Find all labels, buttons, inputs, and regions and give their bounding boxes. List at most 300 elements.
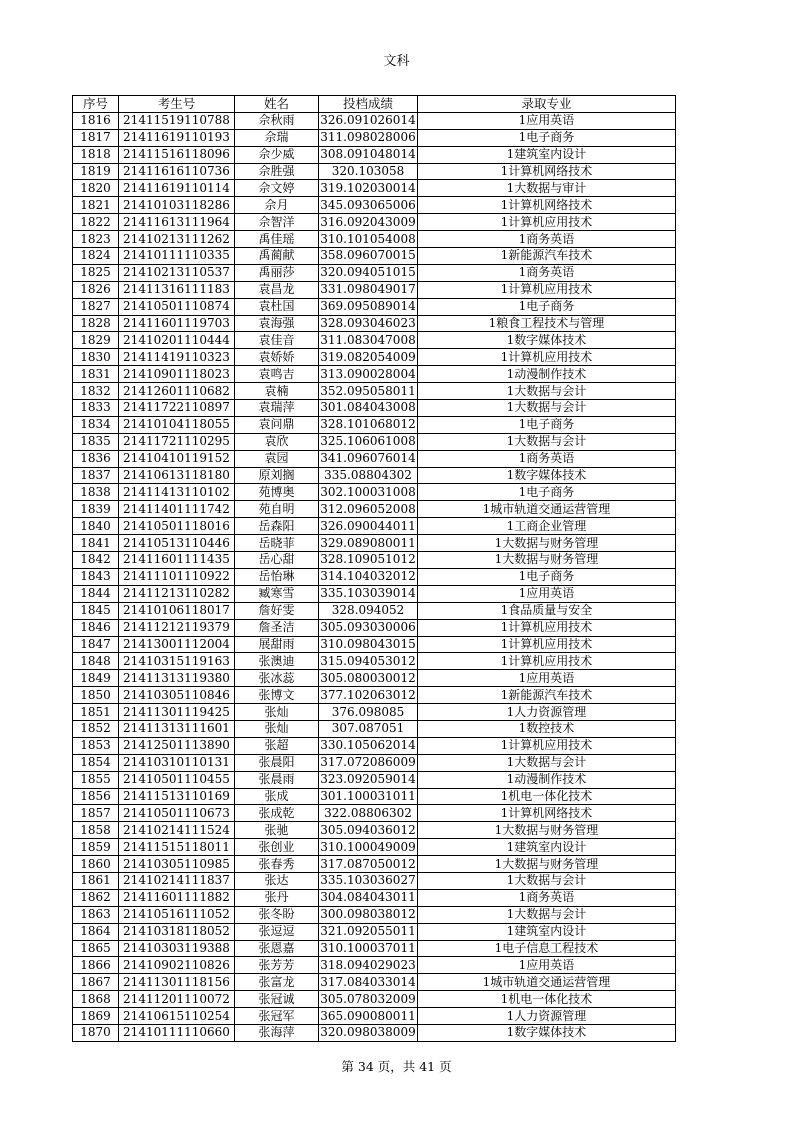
cell-seq: 1833 <box>73 400 119 417</box>
cell-major: 1数字媒体技术 <box>418 1024 676 1041</box>
table-body <box>73 112 676 1041</box>
cell-score: 328.109051012 <box>320 552 416 567</box>
cell-major: 1食品质量与安全 <box>418 602 676 619</box>
cell-major: 1大数据与会计 <box>418 754 676 771</box>
cell-major: 1工商企业管理 <box>418 518 676 535</box>
cell-seq: 1839 <box>73 501 119 518</box>
cell-name: 张成乾 <box>235 805 319 822</box>
table-row <box>73 366 676 383</box>
cell-exam-id: 21411313119380 <box>119 670 235 687</box>
cell-exam-id: 21410106118017 <box>119 602 235 619</box>
cell-exam-id: 21411101110922 <box>119 568 235 585</box>
cell-major: 1建筑室内设计 <box>418 923 676 940</box>
cell-major: 1计算机网络技术 <box>418 805 676 822</box>
cell-exam-id: 21411301118156 <box>119 974 235 991</box>
cell-exam-id: 21410902110826 <box>119 957 235 974</box>
cell-exam-id: 21412501113890 <box>119 737 235 754</box>
cell-major: 1数字媒体技术 <box>418 467 676 484</box>
table-row <box>73 636 676 653</box>
page-footer: 第 34 页，共 41 页 <box>341 1059 452 1074</box>
cell-exam-id: 21411419110323 <box>119 349 235 366</box>
table-row <box>73 1024 676 1041</box>
cell-exam-id: 21412601110682 <box>119 383 235 400</box>
cell-exam-id: 21410501110455 <box>119 771 235 788</box>
cell-exam-id: 21411519110788 <box>119 112 235 129</box>
cell-exam-id: 21411301119425 <box>119 704 235 721</box>
cell-exam-id: 21411613111964 <box>119 214 235 231</box>
cell-seq: 1820 <box>73 180 119 197</box>
table-row <box>73 467 676 484</box>
cell-name: 张恩嘉 <box>235 940 319 957</box>
cell-major: 1大数据与审计 <box>418 180 676 197</box>
cell-major: 1商务英语 <box>418 889 676 906</box>
cell-name: 张驰 <box>235 822 319 839</box>
cell-name: 佘瑞 <box>235 129 319 146</box>
cell-exam-id: 21410513110446 <box>119 535 235 552</box>
cell-seq: 1856 <box>73 788 119 805</box>
cell-name: 佘月 <box>235 197 319 214</box>
cell-seq: 1825 <box>73 264 119 281</box>
cell-score: 301.100031011 <box>320 788 416 803</box>
cell-score: 326.090044011 <box>320 518 416 533</box>
cell-score: 376.098085 <box>319 704 418 721</box>
cell-major: 1大数据与财务管理 <box>418 552 676 569</box>
cell-exam-id: 21410310110131 <box>119 754 235 771</box>
cell-name: 张晨雨 <box>235 771 319 788</box>
cell-seq: 1830 <box>73 349 119 366</box>
cell-name: 岳森阳 <box>235 518 319 535</box>
table-row <box>73 771 676 788</box>
cell-seq: 1842 <box>73 552 119 569</box>
cell-name: 张博文 <box>235 687 319 704</box>
cell-major: 1电子商务 <box>418 568 676 585</box>
header-major: 录取专业 <box>418 96 676 113</box>
cell-score: 331.098049017 <box>320 282 416 297</box>
cell-seq: 1858 <box>73 822 119 839</box>
table-row <box>73 416 676 433</box>
table-row <box>73 112 676 129</box>
cell-major: 1大数据与财务管理 <box>418 856 676 873</box>
cell-seq: 1817 <box>73 129 119 146</box>
cell-exam-id: 21410213111262 <box>119 231 235 248</box>
cell-exam-id: 21410213110537 <box>119 264 235 281</box>
header-seq: 序号 <box>73 96 119 113</box>
cell-exam-id: 21410201110444 <box>119 332 235 349</box>
cell-name: 展甜雨 <box>235 636 319 653</box>
table-row <box>73 197 676 214</box>
table-row <box>73 518 676 535</box>
cell-major: 1城市轨道交通运营管理 <box>418 501 676 518</box>
cell-score: 335.08804302 <box>319 467 418 484</box>
cell-name: 张超 <box>235 737 319 754</box>
cell-score: 320.098038009 <box>320 1025 416 1040</box>
cell-score: 305.093030006 <box>320 620 416 635</box>
table-row <box>73 704 676 721</box>
cell-name: 詹好雯 <box>235 602 319 619</box>
cell-score: 305.080030012 <box>320 670 416 685</box>
table-row <box>73 737 676 754</box>
cell-score: 305.078032009 <box>320 991 416 1006</box>
cell-name: 袁杜国 <box>235 298 319 315</box>
cell-major: 1计算机应用技术 <box>418 737 676 754</box>
cell-major: 1机电一体化技术 <box>418 788 676 805</box>
cell-major: 1应用英语 <box>418 957 676 974</box>
table-row <box>73 163 676 180</box>
cell-exam-id: 21410103118286 <box>119 197 235 214</box>
cell-major: 1城市轨道交通运营管理 <box>418 974 676 991</box>
table-row <box>73 788 676 805</box>
cell-major: 1计算机网络技术 <box>418 163 676 180</box>
cell-major: 1电子商务 <box>418 416 676 433</box>
cell-name: 佘秋雨 <box>235 112 319 129</box>
cell-name: 袁瑞萍 <box>235 400 319 417</box>
cell-seq: 1828 <box>73 315 119 332</box>
cell-exam-id: 21410501118016 <box>119 518 235 535</box>
cell-major: 1建筑室内设计 <box>418 146 676 163</box>
table-row <box>73 602 676 619</box>
table-row <box>73 822 676 839</box>
cell-seq: 1855 <box>73 771 119 788</box>
cell-exam-id: 21410516111052 <box>119 906 235 923</box>
cell-major: 1电子商务 <box>418 484 676 501</box>
cell-seq: 1846 <box>73 619 119 636</box>
table-row <box>73 552 676 569</box>
cell-seq: 1848 <box>73 653 119 670</box>
cell-name: 佘智洋 <box>235 214 319 231</box>
cell-score: 311.083047008 <box>320 332 416 347</box>
cell-name: 岳晓菲 <box>235 535 319 552</box>
cell-name: 张成 <box>235 788 319 805</box>
table-row <box>73 433 676 450</box>
cell-seq: 1837 <box>73 467 119 484</box>
cell-major: 1大数据与会计 <box>418 400 676 417</box>
cell-score: 328.093046023 <box>320 316 416 331</box>
cell-score: 335.103036027 <box>320 873 416 888</box>
cell-score: 308.091048014 <box>320 147 416 162</box>
cell-exam-id: 21411316111183 <box>119 281 235 298</box>
cell-score: 325.106061008 <box>320 434 416 449</box>
cell-exam-id: 21410410119152 <box>119 450 235 467</box>
table-row <box>73 298 676 315</box>
cell-score: 314.104032012 <box>320 569 416 584</box>
cell-seq: 1831 <box>73 366 119 383</box>
cell-major: 1大数据与会计 <box>418 872 676 889</box>
table-row <box>73 315 676 332</box>
table-row <box>73 484 676 501</box>
cell-major: 1计算机应用技术 <box>418 636 676 653</box>
cell-seq: 1857 <box>73 805 119 822</box>
cell-seq: 1867 <box>73 974 119 991</box>
table-row <box>73 720 676 737</box>
cell-seq: 1819 <box>73 163 119 180</box>
cell-seq: 1840 <box>73 518 119 535</box>
header-exam-id: 考生号 <box>119 96 235 113</box>
cell-score: 315.094053012 <box>320 653 416 668</box>
cell-name: 张澳迪 <box>235 653 319 670</box>
cell-major: 1计算机应用技术 <box>418 349 676 366</box>
table-row <box>73 619 676 636</box>
table-row <box>73 332 676 349</box>
table-row <box>73 940 676 957</box>
cell-exam-id: 21411601111435 <box>119 552 235 569</box>
cell-name: 张冠军 <box>235 1008 319 1025</box>
cell-score: 319.102030014 <box>320 180 416 195</box>
cell-score: 310.098043015 <box>320 636 416 651</box>
cell-exam-id: 21410901118023 <box>119 366 235 383</box>
cell-name: 张达 <box>235 872 319 889</box>
cell-seq: 1868 <box>73 991 119 1008</box>
cell-seq: 1854 <box>73 754 119 771</box>
cell-exam-id: 21411616110736 <box>119 163 235 180</box>
cell-score: 377.102063012 <box>320 687 416 702</box>
table-row <box>73 923 676 940</box>
table-row <box>73 1008 676 1025</box>
cell-seq: 1870 <box>73 1024 119 1041</box>
cell-name: 张灿 <box>235 704 319 721</box>
table-row <box>73 180 676 197</box>
cell-seq: 1824 <box>73 248 119 265</box>
cell-seq: 1836 <box>73 450 119 467</box>
cell-seq: 1821 <box>73 197 119 214</box>
cell-major: 1建筑室内设计 <box>418 839 676 856</box>
cell-name: 詹圣洁 <box>235 619 319 636</box>
cell-exam-id: 21411213110282 <box>119 585 235 602</box>
cell-name: 张晨阳 <box>235 754 319 771</box>
cell-score: 310.101054008 <box>320 231 416 246</box>
cell-score: 305.094036012 <box>320 822 416 837</box>
cell-major: 1大数据与会计 <box>418 433 676 450</box>
cell-exam-id: 21410104118055 <box>119 416 235 433</box>
cell-exam-id: 21410111110335 <box>119 248 235 265</box>
cell-score: 313.090028004 <box>320 366 416 381</box>
cell-score: 318.094029023 <box>320 957 416 972</box>
cell-seq: 1835 <box>73 433 119 450</box>
cell-seq: 1849 <box>73 670 119 687</box>
cell-exam-id: 21411513110169 <box>119 788 235 805</box>
cell-score: 301.084043008 <box>320 400 416 415</box>
cell-major: 1人力资源管理 <box>418 1008 676 1025</box>
cell-score: 317.072086009 <box>320 755 416 770</box>
cell-name: 张冠诚 <box>235 991 319 1008</box>
cell-major: 1动漫制作技术 <box>418 366 676 383</box>
cell-name: 袁楠 <box>235 383 319 400</box>
cell-exam-id: 21411313111601 <box>119 720 235 737</box>
cell-seq: 1816 <box>73 112 119 129</box>
cell-score: 317.087050012 <box>320 856 416 871</box>
cell-score: 341.096076014 <box>320 451 416 466</box>
cell-name: 臧寒雪 <box>235 585 319 602</box>
cell-name: 禹佳瑶 <box>235 231 319 248</box>
cell-name: 佘胜强 <box>235 163 319 180</box>
table-row <box>73 214 676 231</box>
cell-score: 369.095089014 <box>320 299 416 314</box>
cell-name: 张冬盼 <box>235 906 319 923</box>
table-row <box>73 653 676 670</box>
cell-name: 袁问鼎 <box>235 416 319 433</box>
cell-exam-id: 21411516118096 <box>119 146 235 163</box>
cell-major: 1计算机应用技术 <box>418 619 676 636</box>
cell-score: 311.098028006 <box>320 130 416 145</box>
cell-exam-id: 21410315119163 <box>119 653 235 670</box>
cell-score: 310.100049009 <box>320 839 416 854</box>
cell-score: 323.092059014 <box>320 772 416 787</box>
cell-name: 原刘搁 <box>235 467 319 484</box>
admission-table <box>72 95 676 1042</box>
cell-exam-id: 21410303119388 <box>119 940 235 957</box>
cell-score: 365.090080011 <box>320 1008 416 1023</box>
table-row <box>73 754 676 771</box>
cell-name: 袁佳音 <box>235 332 319 349</box>
cell-score: 328.094052 <box>319 602 418 619</box>
cell-name: 张芳芳 <box>235 957 319 974</box>
cell-exam-id: 21410501110874 <box>119 298 235 315</box>
cell-seq: 1851 <box>73 704 119 721</box>
cell-seq: 1864 <box>73 923 119 940</box>
cell-score: 307.087051 <box>319 720 418 737</box>
cell-score: 316.092043009 <box>320 214 416 229</box>
cell-seq: 1844 <box>73 585 119 602</box>
cell-name: 张海萍 <box>235 1024 319 1041</box>
cell-name: 袁欣 <box>235 433 319 450</box>
table-header-row <box>73 96 676 113</box>
table-row <box>73 383 676 400</box>
cell-exam-id: 21410214111524 <box>119 822 235 839</box>
cell-score: 345.093065006 <box>320 197 416 212</box>
cell-exam-id: 21411601111882 <box>119 889 235 906</box>
table-row <box>73 349 676 366</box>
cell-major: 1应用英语 <box>418 112 676 129</box>
cell-exam-id: 21410613118180 <box>119 467 235 484</box>
table-row <box>73 248 676 265</box>
cell-major: 1大数据与财务管理 <box>418 535 676 552</box>
table-row <box>73 974 676 991</box>
cell-score: 320.103058 <box>319 163 418 180</box>
table-row <box>73 400 676 417</box>
cell-score: 335.103039014 <box>320 586 416 601</box>
cell-name: 张富龙 <box>235 974 319 991</box>
cell-name: 袁海强 <box>235 315 319 332</box>
table-row <box>73 501 676 518</box>
cell-exam-id: 21410111110660 <box>119 1024 235 1041</box>
cell-name: 苑博奥 <box>235 484 319 501</box>
cell-seq: 1860 <box>73 856 119 873</box>
table-row <box>73 670 676 687</box>
cell-seq: 1847 <box>73 636 119 653</box>
cell-name: 禹丽莎 <box>235 264 319 281</box>
table-row <box>73 568 676 585</box>
cell-seq: 1823 <box>73 231 119 248</box>
cell-major: 1计算机网络技术 <box>418 197 676 214</box>
cell-score: 358.096070015 <box>320 248 416 263</box>
cell-exam-id: 21411515118011 <box>119 839 235 856</box>
cell-exam-id: 21411413110102 <box>119 484 235 501</box>
cell-major: 1商务英语 <box>418 231 676 248</box>
cell-major: 1应用英语 <box>418 585 676 602</box>
cell-major: 1计算机应用技术 <box>418 281 676 298</box>
cell-score: 312.096052008 <box>320 501 416 516</box>
cell-exam-id: 21410305110985 <box>119 856 235 873</box>
cell-major: 1新能源汽车技术 <box>418 248 676 265</box>
cell-seq: 1869 <box>73 1008 119 1025</box>
table-row <box>73 906 676 923</box>
cell-seq: 1850 <box>73 687 119 704</box>
table-row <box>73 991 676 1008</box>
cell-exam-id: 21411201110072 <box>119 991 235 1008</box>
cell-score: 317.084033014 <box>320 974 416 989</box>
cell-seq: 1834 <box>73 416 119 433</box>
cell-major: 1计算机应用技术 <box>418 653 676 670</box>
cell-exam-id: 21411212119379 <box>119 619 235 636</box>
table-row <box>73 889 676 906</box>
cell-name: 袁鸣吉 <box>235 366 319 383</box>
cell-name: 张丹 <box>235 889 319 906</box>
cell-name: 袁昌龙 <box>235 281 319 298</box>
cell-name: 岳怡琳 <box>235 568 319 585</box>
cell-seq: 1843 <box>73 568 119 585</box>
cell-seq: 1859 <box>73 839 119 856</box>
cell-seq: 1863 <box>73 906 119 923</box>
table-row <box>73 957 676 974</box>
cell-major: 1机电一体化技术 <box>418 991 676 1008</box>
cell-major: 1粮食工程技术与管理 <box>418 315 676 332</box>
table-row <box>73 146 676 163</box>
cell-seq: 1852 <box>73 720 119 737</box>
table-row <box>73 281 676 298</box>
table-row <box>73 535 676 552</box>
cell-seq: 1845 <box>73 602 119 619</box>
cell-name: 袁园 <box>235 450 319 467</box>
cell-seq: 1829 <box>73 332 119 349</box>
cell-major: 1人力资源管理 <box>418 704 676 721</box>
cell-major: 1新能源汽车技术 <box>418 687 676 704</box>
cell-seq: 1866 <box>73 957 119 974</box>
cell-major: 1电子信息工程技术 <box>418 940 676 957</box>
cell-seq: 1822 <box>73 214 119 231</box>
cell-name: 张春秀 <box>235 856 319 873</box>
table-row <box>73 687 676 704</box>
cell-name: 袁娇娇 <box>235 349 319 366</box>
cell-score: 322.08806302 <box>319 805 418 822</box>
cell-seq: 1865 <box>73 940 119 957</box>
header-score: 投档成绩 <box>319 96 418 113</box>
cell-score: 304.084043011 <box>320 890 416 905</box>
cell-name: 苑自明 <box>235 501 319 518</box>
cell-exam-id: 21410305110846 <box>119 687 235 704</box>
cell-exam-id: 21410214111837 <box>119 872 235 889</box>
cell-exam-id: 21411601119703 <box>119 315 235 332</box>
cell-major: 1数控技术 <box>418 720 676 737</box>
cell-score: 300.098038012 <box>320 907 416 922</box>
cell-score: 321.092055011 <box>320 924 416 939</box>
table-row <box>73 450 676 467</box>
cell-seq: 1838 <box>73 484 119 501</box>
cell-score: 326.091026014 <box>320 113 416 128</box>
cell-name: 张冰蕊 <box>235 670 319 687</box>
cell-seq: 1861 <box>73 872 119 889</box>
cell-major: 1大数据与财务管理 <box>418 822 676 839</box>
cell-seq: 1832 <box>73 383 119 400</box>
cell-seq: 1853 <box>73 737 119 754</box>
cell-major: 1大数据与会计 <box>418 906 676 923</box>
cell-exam-id: 21411619110114 <box>119 180 235 197</box>
page-title: 文科 <box>383 54 410 69</box>
cell-name: 禹蔺献 <box>235 248 319 265</box>
cell-major: 1电子商务 <box>418 129 676 146</box>
cell-exam-id: 21410615110254 <box>119 1008 235 1025</box>
table-row <box>73 839 676 856</box>
cell-score: 328.101068012 <box>320 417 416 432</box>
cell-seq: 1862 <box>73 889 119 906</box>
